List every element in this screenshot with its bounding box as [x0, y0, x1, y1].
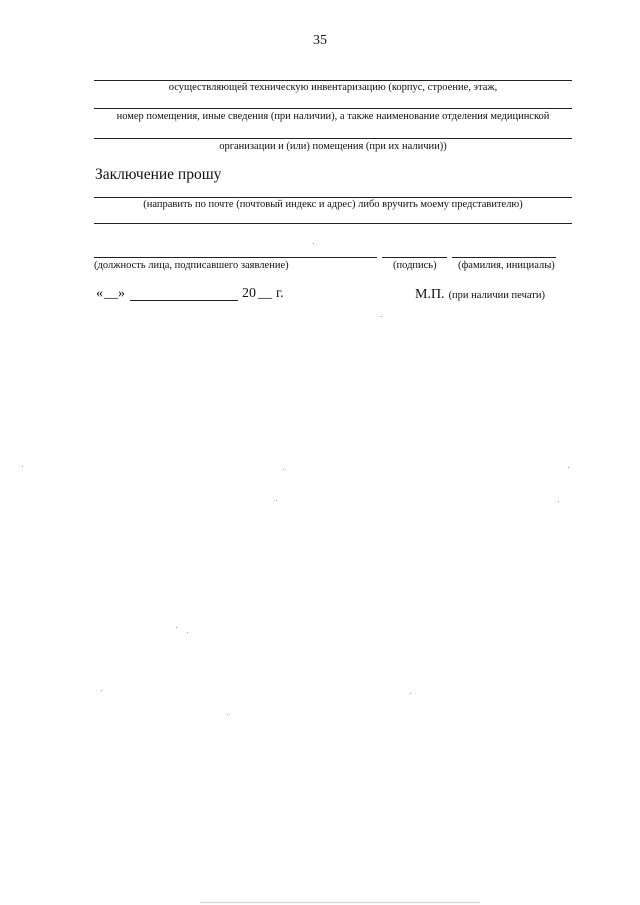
stamp-note: (при наличии печати) [448, 290, 545, 301]
scan-speck [227, 714, 228, 715]
date-year-suffix: г. [276, 286, 284, 301]
address-line-3 [94, 138, 572, 139]
date-day-blank: __ [104, 286, 118, 301]
scan-speck [558, 501, 559, 502]
delivery-line [94, 197, 572, 198]
signature-caption: (подпись) [393, 260, 437, 271]
address-caption-2: номер помещения, иные сведения (при наличии), а также наименование отделения медицинской [116, 111, 550, 122]
date-year-blank: __ [258, 286, 272, 301]
address-line-1 [94, 80, 572, 81]
delivery-extra-line [94, 223, 572, 224]
date-month-line [130, 300, 238, 301]
signature-line [382, 257, 447, 258]
scan-speck [176, 627, 177, 628]
scan-speck [313, 243, 314, 244]
scan-speck [276, 500, 277, 501]
scan-speck [187, 632, 188, 633]
page-number: 35 [313, 33, 327, 48]
conclusion-heading: Заключение прошу [95, 166, 222, 183]
scan-speck [101, 690, 102, 691]
scan-speck [283, 469, 284, 470]
position-caption: (должность лица, подписавшего заявление) [94, 260, 289, 271]
address-caption-3: организации и (или) помещения (при их наличии)) [219, 141, 447, 152]
scan-bottom-edge [200, 902, 480, 903]
address-line-2 [94, 108, 572, 109]
stamp-block [415, 285, 545, 303]
scan-speck [410, 693, 411, 694]
scan-speck [22, 466, 23, 467]
scan-speck [381, 316, 382, 317]
name-line [452, 257, 556, 258]
address-caption-1: осуществляющей техническую инвентаризацию (корпус, строение, этаж, [168, 82, 498, 93]
date-open-quote: « [96, 286, 103, 301]
delivery-caption: (направить по почте (почтовый индекс и адрес) либо вручить моему представителю) [143, 199, 523, 210]
position-line [94, 257, 377, 258]
name-caption: (фамилия, инициалы) [458, 260, 555, 271]
date-year-prefix: 20 [242, 286, 256, 301]
scan-speck [568, 467, 569, 468]
date-close-quote: » [118, 286, 125, 301]
stamp-label: М.П. [415, 287, 445, 302]
